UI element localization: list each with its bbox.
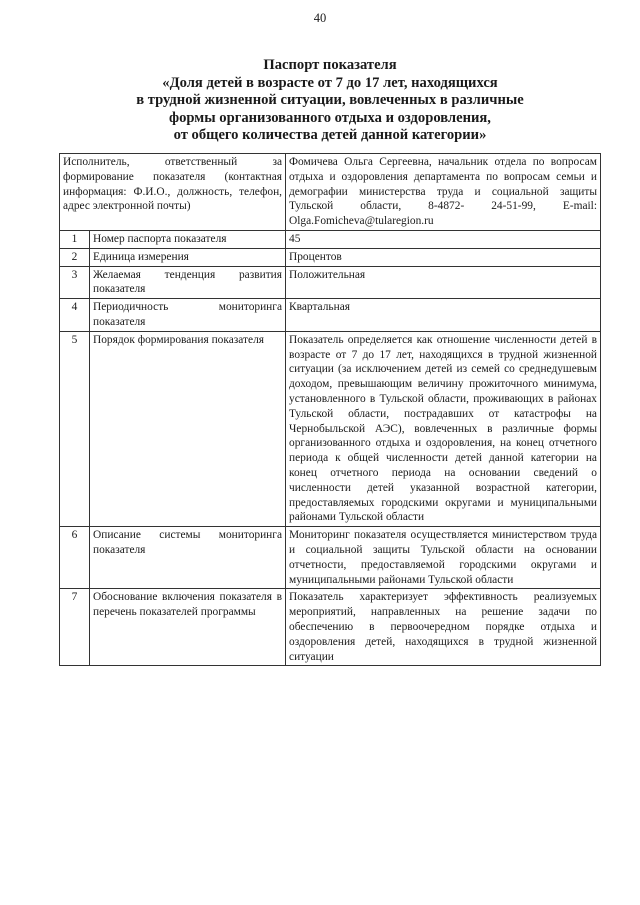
table-row xyxy=(60,230,601,248)
row-number: 7 xyxy=(60,589,90,666)
table-row xyxy=(60,248,601,266)
row-value: Мониторинг показателя осуществляется министерством труда и социальной защиты Тульской области на основании отчетности, предоставляемой городскими округами и муниципальными районами Тульской области xyxy=(286,527,601,589)
table-row xyxy=(60,589,601,666)
responsible-value: Фомичева Ольга Сергеевна, начальник отдела по вопросам отдыха и оздоровления департамента по вопросам семьи и демографии министерства труда и социальной защиты Тульской области, 8-4872- 24-51-99, E-mail: Olga.Fomicheva@tularegion.ru xyxy=(286,154,601,231)
document-title xyxy=(80,57,580,145)
row-label: Порядок формирования показателя xyxy=(90,331,286,526)
row-number: 4 xyxy=(60,299,90,332)
row-label: Номер паспорта показателя xyxy=(90,230,286,248)
row-label: Описание системы мониторинга показателя xyxy=(90,527,286,589)
row-label: Единица измерения xyxy=(90,248,286,266)
row-value: 45 xyxy=(286,230,601,248)
row-number: 5 xyxy=(60,331,90,526)
row-value: Показатель характеризует эффективность реализуемых мероприятий, направленных на решение задачи по обеспечению в первоочередном порядке отдыха и оздоровления детей, находящихся в трудной жизненной ситуации xyxy=(286,589,601,666)
row-label: Обоснование включения показателя в перечень показателей программы xyxy=(90,589,286,666)
title-line: Паспорт показателя xyxy=(263,57,397,73)
row-number: 3 xyxy=(60,266,90,299)
row-number: 1 xyxy=(60,230,90,248)
title-line: «Доля детей в возрасте от 7 до 17 лет, находящихся xyxy=(162,74,498,91)
title-line: в трудной жизненной ситуации, вовлеченных в различные xyxy=(136,92,524,108)
table-row xyxy=(60,299,601,332)
responsible-label: Исполнитель, ответственный за формирование показателя (контактная информация: Ф.И.О., должность, телефон, адрес электронной почты) xyxy=(60,154,286,231)
row-value: Квартальная xyxy=(286,299,601,332)
row-label: Желаемая тенденция развития показателя xyxy=(90,266,286,299)
row-value: Положительная xyxy=(286,266,601,299)
title-line: формы организованного отдыха и оздоровления, xyxy=(169,109,491,126)
indicator-passport-table xyxy=(59,153,601,666)
table-row xyxy=(60,331,601,526)
row-label: Периодичность мониторинга показателя xyxy=(90,299,286,332)
title-line: от общего количества детей данной категории» xyxy=(173,127,487,143)
table-row xyxy=(60,527,601,589)
row-number: 2 xyxy=(60,248,90,266)
page-number: 40 xyxy=(313,11,327,25)
row-value: Процентов xyxy=(286,248,601,266)
table-row-responsible xyxy=(60,154,601,231)
row-value: Показатель определяется как отношение численности детей в возрасте от 7 до 17 лет, находящихся в трудной жизненной ситуации (за исключением детей из семей со среднедушевым доходом, превышающим величину прожиточного минимума, установленного в Тульской области, проживающих в районах Тульской области, пострадавших от катастрофы на Чернобыльской АЭС), вовлеченных в различные формы организованного отдыха и оздоровления, на конец отчетного периода к общей численности детей данной категории на конец отчетного периода на основании сведений о численности детей указанной возрастной категории, предоставляемых городскими округами и муниципальными районами Тульской области xyxy=(286,331,601,526)
table-row xyxy=(60,266,601,299)
row-number: 6 xyxy=(60,527,90,589)
